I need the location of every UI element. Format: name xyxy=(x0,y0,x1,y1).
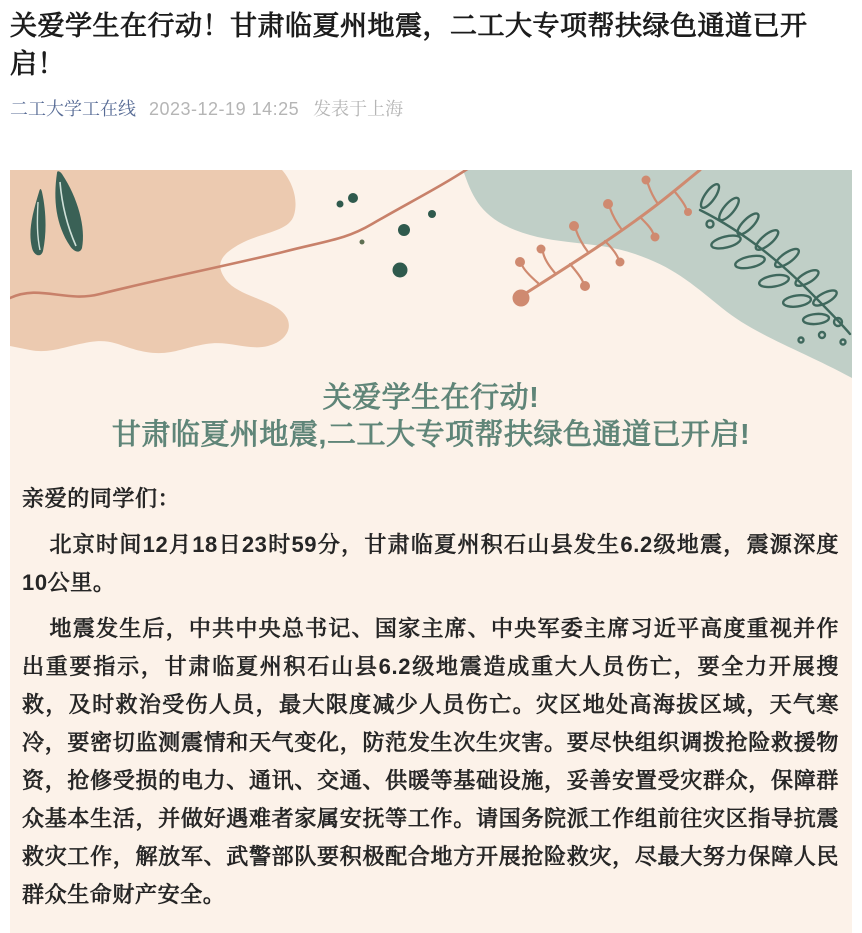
page-title: 关爱学生在行动！甘肃临夏州地震，二工大专项帮扶绿色通道已开启！ xyxy=(10,11,808,79)
banner-illustration xyxy=(10,170,852,378)
account-name-link[interactable]: 二工大学工在线 xyxy=(10,99,136,119)
paragraph-earthquake-facts: 北京时间12月18日23时59分，甘肃临夏州积石山县发生6.2级地震，震源深度10公里。 xyxy=(22,532,839,595)
banner-heading-line1: 关爱学生在行动! xyxy=(322,382,540,414)
byline xyxy=(10,97,852,122)
article-body xyxy=(10,480,852,933)
publish-timestamp: 2023-12-19 14:25 xyxy=(149,99,300,119)
paragraph-response-directives: 地震发生后，中共中央总书记、国家主席、中央军委主席习近平高度重视并作出重要指示，甘肃临夏州积石山县6.2级地震造成重大人员伤亡，要全力开展搜救，及时救治受伤人员，最大限度减少人员伤亡。灾区地处高海拔区域，天气寒冷，要密切监测震情和天气变化，防范发生次生灾害。要尽快组织调拨抢险救援物资，抢修受损的电力、通讯、交通、供暖等基础设施，妥善安置受灾群众，保障群众基本生活，并做好遇难者家属安抚等工作。请国务院派工作组前往灾区指导抗震救灾工作，解放军、武警部队要积极配合地方开展抢险救灾，尽最大努力保障人民群众生命财产安全。 xyxy=(22,616,839,907)
banner-heading-line2: 甘肃临夏州地震,二工大专项帮扶绿色通道已开启! xyxy=(111,419,751,451)
paragraph-salutation: 亲爱的同学们： xyxy=(22,486,181,511)
article-content-card xyxy=(10,170,852,933)
sage-blob xyxy=(463,170,852,378)
banner-heading xyxy=(10,380,852,454)
peach-blob xyxy=(10,170,296,353)
publish-location: 发表于上海 xyxy=(313,99,404,119)
article-header xyxy=(0,0,862,122)
